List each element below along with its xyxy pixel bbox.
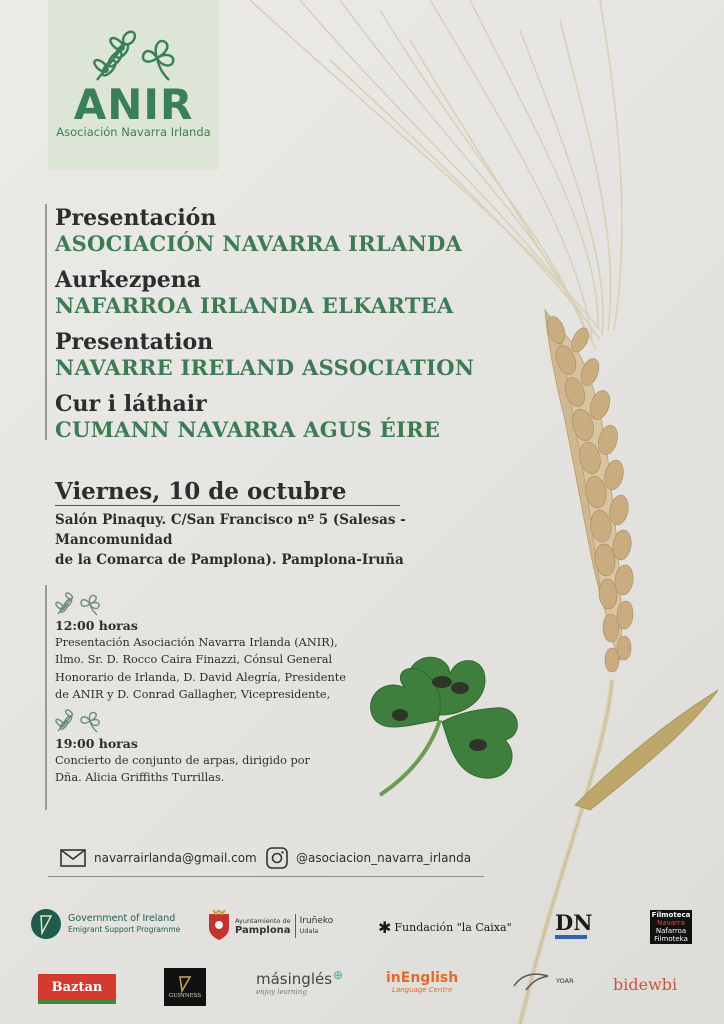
title-name-ga: CUMANN NAVARRA AGUS ÉIRE [55,417,441,442]
clover-icon [81,712,99,732]
instagram-icon [266,847,288,869]
harp-seal-icon [30,908,62,940]
pamplona-line2: Pamplona [235,925,291,936]
venue-line: Salón Pinaquy. C/San Francisco nº 5 (Salesas - Mancomunidad [55,512,406,548]
masingles-text: másinglés [256,970,333,988]
clover-icon [81,595,99,615]
program-description [55,752,360,787]
inenglish-text: inEnglish [386,970,459,986]
clover-icon [143,41,173,80]
sponsor-filmoteca [650,910,692,944]
program-icons [55,592,103,616]
lacaixa-text: Fundación "la Caixa" [394,921,512,934]
filmoteca-line3: Nafarroa [655,927,687,935]
sponsor-inenglish [386,970,458,994]
contact-divider [48,876,484,877]
program-icons [55,709,103,733]
filmoteca-line1: Filmoteca [651,911,691,919]
baztan-text: Baztan [51,979,103,995]
venue-line: de la Comarca de Pamplona). Pamplona-Iruña [55,552,404,568]
program-line: Concierto de conjunto de arpas, dirigido por [55,754,310,767]
event-venue [55,510,495,570]
title-name-es: ASOCIACIÓN NAVARRA IRLANDA [55,231,463,256]
title-block [55,205,474,453]
sponsor-guinness [164,968,206,1006]
logo-subtitle: Asociación Navarra Irlanda [56,125,211,139]
guinness-text: GUINNESS [168,993,202,999]
gov-ireland-line1: Government of Ireland [68,913,176,924]
mail-icon [60,849,86,867]
title-name-en: NAVARRE IRELAND ASSOCIATION [55,355,475,380]
dn-bar [555,935,587,939]
dn-text: DN [555,910,593,935]
sponsor-baztan [38,974,116,1004]
yoar-text: YOAR [556,977,574,985]
sponsor-dn [555,912,592,939]
lacaixa-star-icon: ✱ [378,918,392,937]
title-label-ga: Cur i láthair [55,391,207,417]
program-time: 19:00 horas [55,736,138,751]
filmoteca-line2: Navarra [657,919,685,927]
masingles-tagline: enjoy learning [256,988,307,996]
program-line: Dña. Alicia Griffiths Turrillas. [55,771,225,785]
title-name-eu: NAFARROA IRLANDA ELKARTEA [55,293,454,318]
title-label-es: Presentación [55,205,217,231]
title-divider [45,204,47,440]
sponsor-masingles [256,970,343,996]
wheat-icon [92,30,137,80]
date-underline [55,505,400,506]
title-label-en: Presentation [55,329,214,355]
pamplona-line1: Ayuntamiento de [235,917,291,925]
program-line: de ANIR y D. Conrad Gallagher, Vicepresidente, [55,687,331,701]
logo-block [48,0,219,170]
pamplona-divider [295,914,296,938]
title-label-eu: Aurkezpena [55,267,202,293]
inenglish-tagline: Language Centre [391,986,453,994]
program-description [55,634,360,703]
program-line: Honorario de Irlanda, D. David Alegría, Presidente [55,670,346,684]
sponsor-government-ireland [30,908,180,940]
logo-name: ANIR [73,80,194,129]
program-line: Ilmo. Sr. D. Rocco Caira Finazzi, Cónsul General [55,653,333,667]
instagram-text[interactable]: @asociacion_navarra_irlanda [296,851,472,865]
gov-ireland-line2: Emigrant Support Programme [68,925,181,934]
sponsor-bidewbi [613,975,677,994]
contact-email[interactable] [60,846,257,870]
sponsor-yoar [512,970,574,992]
logo-icons [91,30,181,85]
pamplona-shield-icon [207,910,231,942]
email-text[interactable]: navarrairlanda@gmail.com [94,851,257,865]
plus-icon: ⊕ [333,968,344,982]
program-time: 12:00 horas [55,618,138,633]
sponsor-lacaixa [378,918,512,937]
wheat-icon [55,592,73,614]
sponsor-pamplona [207,910,333,942]
pamplona-line4: Udala [299,927,319,935]
harp-icon [177,975,193,993]
filmoteca-line4: Filmoteka [654,935,688,943]
program-divider [45,585,47,810]
clover-illustration [360,640,530,810]
event-date: Viernes, 10 de octubre [55,478,347,505]
wheat-icon [55,709,73,731]
program-line: Presentación Asociación Navarra Irlanda (ANIR), [55,636,338,649]
bidewbi-text: bidewbi [613,975,678,994]
bird-icon [512,970,550,992]
contact-instagram[interactable] [266,846,471,870]
pamplona-line3: Iruñeko [299,916,334,926]
